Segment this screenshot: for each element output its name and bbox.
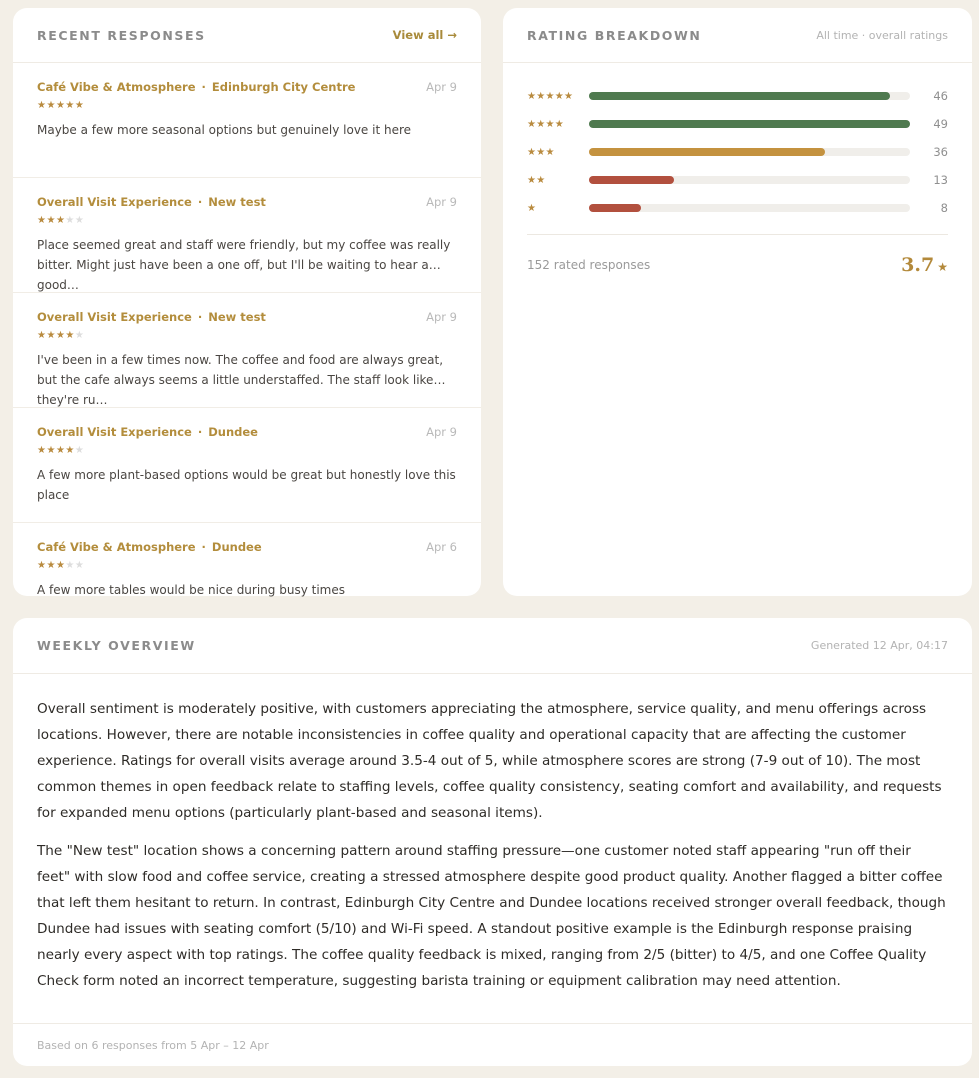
rating-breakdown-title: RATING BREAKDOWN bbox=[527, 27, 702, 43]
response-form: Overall Visit Experience bbox=[37, 195, 192, 209]
rating-breakdown-card bbox=[503, 8, 972, 596]
rating-row-stars: ★★★ bbox=[527, 146, 555, 158]
filled-star-icon: ★ bbox=[65, 330, 75, 341]
rating-bar-track bbox=[589, 176, 910, 184]
filled-star-icon: ★ bbox=[37, 560, 47, 571]
rating-bar-track bbox=[589, 148, 910, 156]
rating-row-stars: ★ bbox=[527, 202, 537, 214]
rating-row bbox=[527, 166, 948, 194]
response-text: Place seemed great and staff were friendly, but my coffee was really bitter. Might just have been a one off, but I'll be waiting to hear a good… bbox=[37, 238, 451, 292]
rating-summary bbox=[527, 254, 948, 276]
filled-star-icon: ★ bbox=[55, 560, 66, 571]
filled-star-icon: ★ bbox=[55, 330, 66, 341]
filled-star-icon: ★ bbox=[55, 445, 66, 456]
empty-star-icon: ★ bbox=[74, 330, 85, 341]
recent-responses-card bbox=[13, 8, 481, 596]
filled-star-icon: ★ bbox=[65, 100, 75, 111]
weekly-overview-title: WEEKLY OVERVIEW bbox=[37, 638, 196, 653]
rating-row-stars: ★★ bbox=[527, 174, 546, 186]
filled-star-icon: ★ bbox=[37, 445, 47, 456]
empty-star-icon: ★ bbox=[74, 560, 85, 571]
rating-row bbox=[527, 110, 948, 138]
response-text: A few more plant-based options would be great but honestly love this place bbox=[37, 468, 456, 502]
weekly-overview-footer: Based on 6 responses from 5 Apr – 12 Apr bbox=[13, 1023, 972, 1066]
response-text: Maybe a few more seasonal options but genuinely love it here bbox=[37, 123, 412, 137]
response-text: I've been in a few times now. The coffee and food are always great, but the cafe always seems a little understaffed. The staff look like they're ru… bbox=[37, 353, 444, 407]
rating-bar-fill bbox=[589, 204, 641, 212]
response-form: Café Vibe & Atmosphere bbox=[37, 540, 196, 554]
rating-bar-fill bbox=[589, 120, 910, 128]
response-form: Overall Visit Experience bbox=[37, 310, 192, 324]
weekly-overview-body bbox=[13, 674, 972, 994]
response-rating-stars bbox=[37, 445, 84, 456]
rating-row-count: 13 bbox=[933, 173, 948, 187]
rating-row bbox=[527, 194, 948, 222]
rating-breakdown-header bbox=[503, 8, 972, 63]
response-rating-stars bbox=[37, 330, 84, 341]
rating-row bbox=[527, 138, 948, 166]
response-location: Edinburgh City Centre bbox=[211, 80, 356, 94]
response-rating-stars bbox=[37, 215, 84, 226]
overview-paragraph: The "New test" location shows a concerning pattern around staffing pressure—one customer noted staff appearing "run off their feet" with slow food and coffee service, creating a stressed atmosphere despite good product quality. Another flagged a bitter coffee that left them hesitant to return. In contrast, Edinburgh City Centre and Dundee locations received stronger overall feedback, though Dundee had issues with seating comfort (5/10) and Wi-Fi speed. A standout positive example is the Edinburgh response praising nearly every aspect with top ratings. The coffee quality feedback is mixed, ranging from 2/5 (bitter) to 4/5, and one Coffee Quality Check form noted an incorrect temperature, suggesting barista training or equipment calibration may need attention. bbox=[37, 843, 946, 989]
weekly-overview-header bbox=[13, 618, 972, 674]
filled-star-icon: ★ bbox=[37, 330, 47, 341]
response-rating-stars bbox=[37, 100, 84, 111]
empty-star-icon: ★ bbox=[74, 445, 85, 456]
response-location: New test bbox=[208, 310, 266, 324]
rating-row-stars: ★★★★ bbox=[527, 118, 565, 130]
rating-row-count: 46 bbox=[933, 89, 948, 103]
empty-star-icon: ★ bbox=[74, 215, 85, 226]
rating-row-stars: ★★★★★ bbox=[527, 90, 574, 102]
overview-paragraph: Overall sentiment is moderately positive, with customers appreciating the atmosphere, service quality, and menu offerings across locations. However, there are notable inconsistencies in coffee quality and operational capacity that are affecting the customer experience. Ratings for overall visits average around 3.5-4 out of 5, while atmosphere scores are strong (7-9 out of 10). The most common themes in open feedback relate to staffing levels, coffee quality consistency, seating comfort and availability, and requests for expanded menu options (particularly plant-based and seasonal items). bbox=[37, 701, 942, 821]
response-item[interactable]: Overall Visit Experience · New test Apr 9 ★★★★★ Place seemed great and staff were friendly, but my coffee was really bitter. Might just have been a one off, but I'll be waiting to hear a good… bbox=[13, 178, 481, 293]
response-date: Apr 9 bbox=[426, 80, 457, 94]
rating-bar-track bbox=[589, 92, 910, 100]
generated-timestamp: Generated 12 Apr, 04:17 bbox=[810, 639, 948, 652]
average-rating bbox=[901, 254, 948, 276]
response-location: New test bbox=[208, 195, 266, 209]
response-text: A few more tables would be nice during busy times bbox=[37, 583, 345, 597]
response-item[interactable]: Café Vibe & Atmosphere · Dundee Apr 6 ★★★★★ A few more tables would be nice during busy times bbox=[13, 523, 481, 638]
response-rating-stars bbox=[37, 560, 84, 571]
filled-star-icon: ★ bbox=[65, 445, 75, 456]
filled-star-icon: ★ bbox=[37, 100, 47, 111]
response-item[interactable]: Overall Visit Experience · Dundee Apr 9 ★★★★★ A few more plant-based options would be great but honestly love this place bbox=[13, 408, 481, 523]
response-date: Apr 9 bbox=[426, 310, 457, 324]
filled-star-icon: ★ bbox=[46, 330, 56, 341]
rating-row-count: 49 bbox=[933, 117, 948, 131]
view-all-link[interactable]: View all → bbox=[392, 28, 457, 42]
response-date: Apr 6 bbox=[426, 540, 457, 554]
filled-star-icon: ★ bbox=[46, 445, 56, 456]
rating-bar-fill bbox=[589, 148, 825, 156]
responses-list bbox=[13, 63, 481, 638]
filled-star-icon: ★ bbox=[37, 215, 47, 226]
response-form: Overall Visit Experience bbox=[37, 425, 192, 439]
response-item[interactable]: Café Vibe & Atmosphere · Edinburgh City Centre Apr 9 ★★★★★ Maybe a few more seasonal options but genuinely love it here bbox=[13, 63, 481, 178]
rating-bar-track bbox=[589, 204, 910, 212]
empty-star-icon: ★ bbox=[65, 215, 75, 226]
filled-star-icon: ★ bbox=[55, 100, 66, 111]
rating-breakdown-meta: All time · overall ratings bbox=[816, 28, 948, 42]
rating-divider bbox=[527, 234, 948, 235]
response-item[interactable]: Overall Visit Experience · New test Apr 9 ★★★★★ I've been in a few times now. The coffee and food are always great, but the cafe always seems a little understaffed. The staff look like they're ru… bbox=[13, 293, 481, 408]
rating-bars bbox=[527, 82, 948, 222]
response-date: Apr 9 bbox=[426, 195, 457, 209]
filled-star-icon: ★ bbox=[46, 100, 56, 111]
star-icon: ★ bbox=[937, 260, 948, 274]
filled-star-icon: ★ bbox=[55, 215, 66, 226]
weekly-overview-card bbox=[13, 618, 972, 1066]
rating-row-count: 8 bbox=[940, 201, 948, 215]
response-location: Dundee bbox=[208, 425, 258, 439]
rating-row-count: 36 bbox=[933, 145, 948, 159]
recent-responses-header bbox=[13, 8, 481, 63]
rating-row bbox=[527, 82, 948, 110]
rated-responses-count: 152 rated responses bbox=[527, 258, 651, 272]
filled-star-icon: ★ bbox=[74, 100, 85, 111]
filled-star-icon: ★ bbox=[46, 560, 56, 571]
rating-bar-track bbox=[589, 120, 910, 128]
filled-star-icon: ★ bbox=[46, 215, 56, 226]
rating-bar-fill bbox=[589, 92, 890, 100]
average-rating-value: 3.7 bbox=[901, 254, 935, 276]
recent-responses-title: RECENT RESPONSES bbox=[37, 27, 206, 43]
response-location: Dundee bbox=[211, 540, 262, 554]
empty-star-icon: ★ bbox=[65, 560, 75, 571]
response-date: Apr 9 bbox=[426, 425, 457, 439]
response-form: Café Vibe & Atmosphere bbox=[37, 80, 196, 94]
rating-bar-fill bbox=[589, 176, 674, 184]
